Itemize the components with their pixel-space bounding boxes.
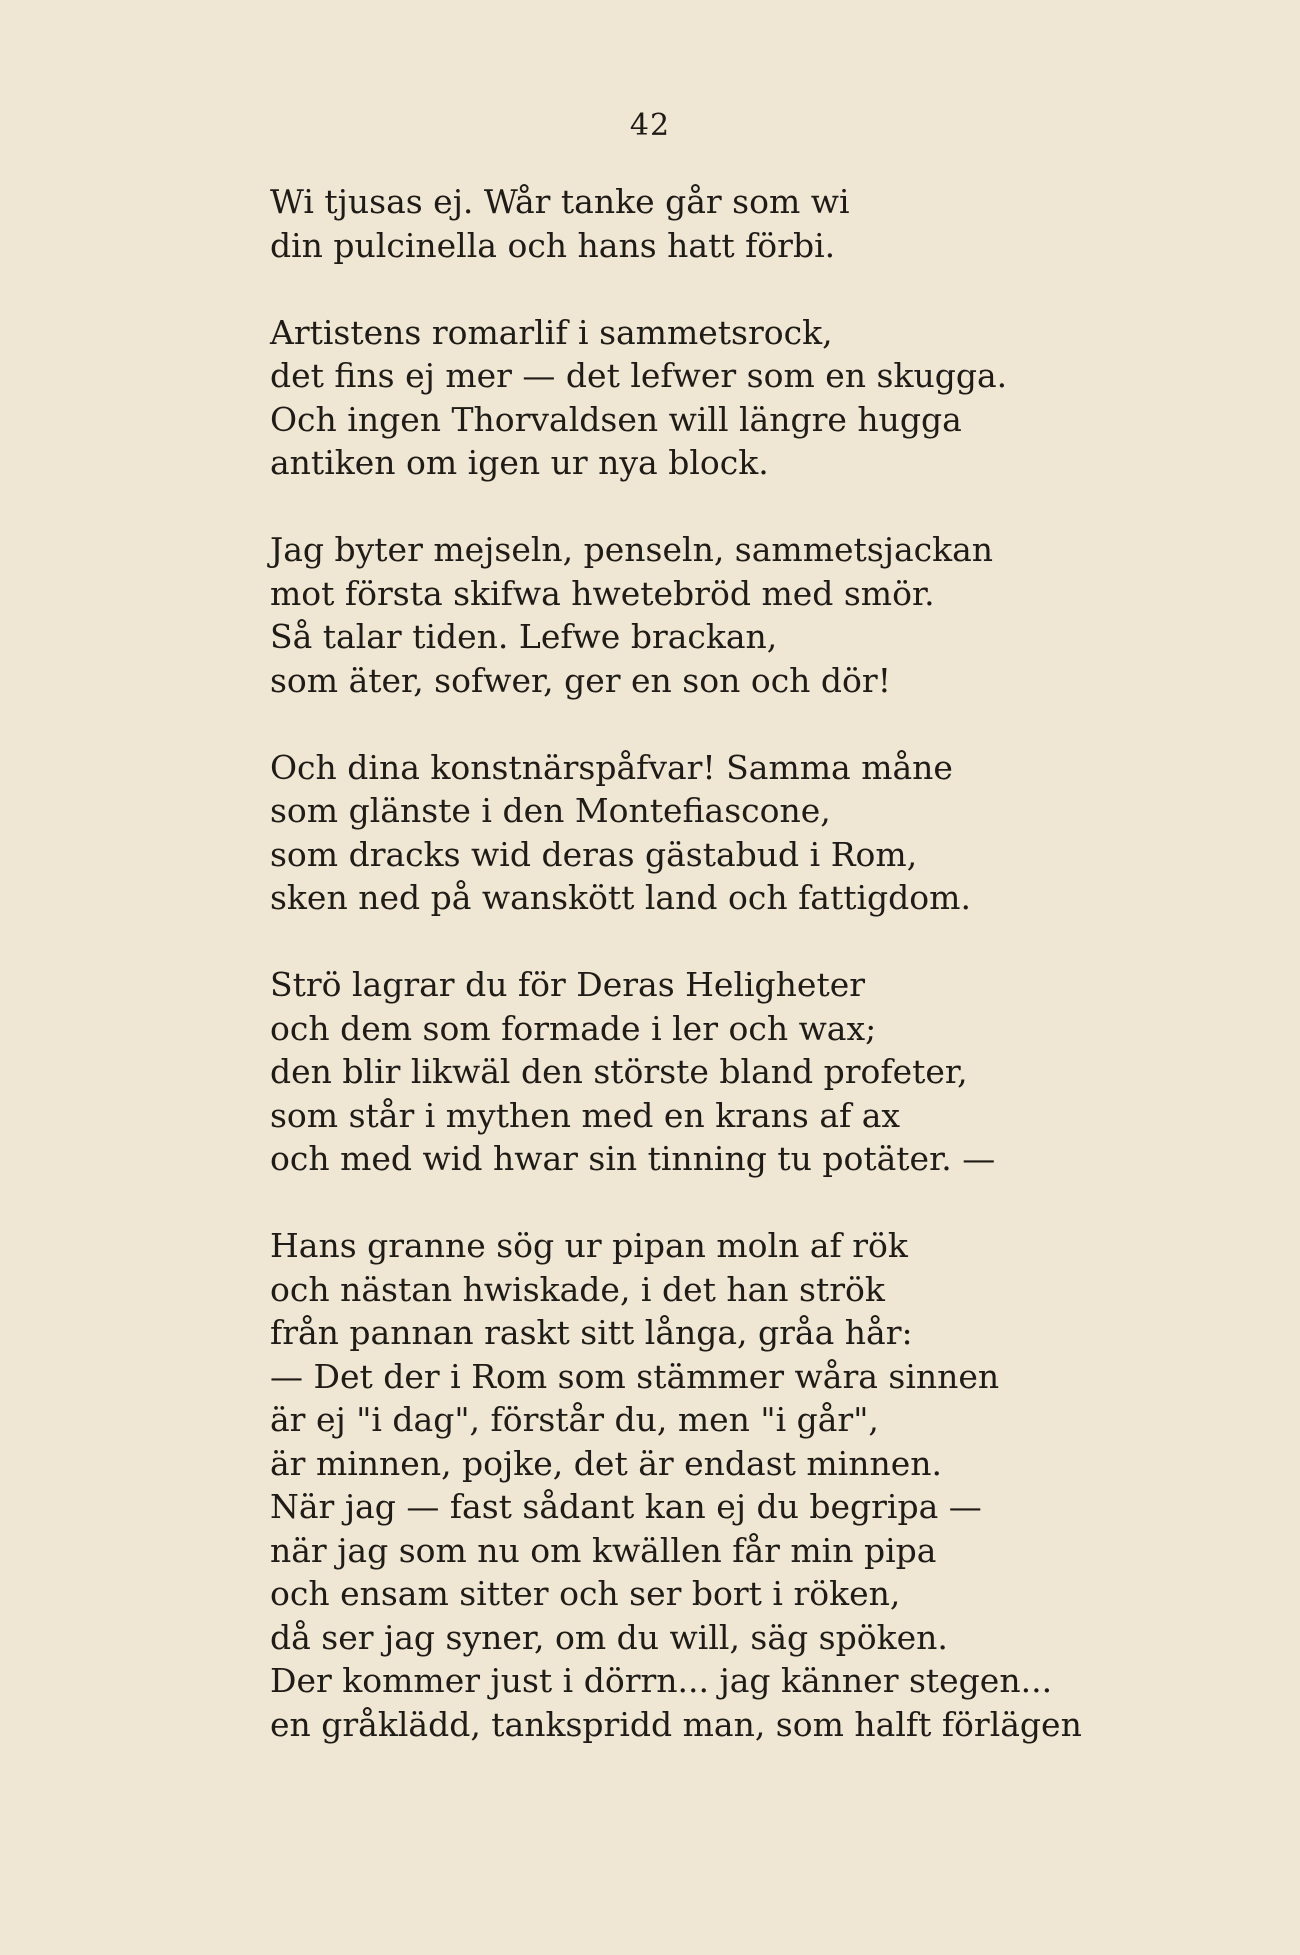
poem-line: — Det der i Rom som stämmer wåra sinnen <box>270 1356 1000 1396</box>
poem-line: din pulcinella och hans hatt förbi. <box>270 225 836 265</box>
poem-line: Och ingen Thorvaldsen will längre hugga <box>270 399 962 439</box>
poem-line: det fins ej mer — det lefwer som en skugga. <box>270 356 1008 395</box>
poem-line: från pannan raskt sitt långa, gråa hår: <box>270 1313 913 1352</box>
stanza <box>270 311 1200 485</box>
page-number: 42 <box>629 108 671 143</box>
poem-line: Hans granne sög ur pipan moln af rök <box>270 1226 908 1265</box>
poem-line: Och dina konstnärspåfvar! Samma måne <box>270 747 953 787</box>
poem-line: som dracks wid deras gästabud i Rom, <box>270 834 918 874</box>
poem-line: sken ned på wanskött land och fattigdom. <box>270 878 971 917</box>
poem-line: när jag som nu om kwällen får min pipa <box>270 1530 937 1570</box>
poem-line: Jag byter mejseln, penseln, sammetsjackan <box>270 530 994 569</box>
poem-line: en gråklädd, tankspridd man, som halft förlägen <box>270 1704 1082 1744</box>
poem-line: Så talar tiden. Lefwe brackan, <box>270 617 778 656</box>
poem-line: mot första skifwa hwetebröd med smör. <box>270 573 935 613</box>
poem-line: Artistens romarlif i sammetsrock, <box>270 312 833 352</box>
poem-line: som äter, sofwer, ger en son och dör! <box>270 660 891 700</box>
poem-line: den blir likwäl den störste bland profeter, <box>270 1052 968 1091</box>
poem-line: och nästan hwiskade, i det han strök <box>270 1269 885 1309</box>
stanza <box>270 528 1200 702</box>
stanza <box>270 963 1200 1181</box>
poem-line: och ensam sitter och ser bort i röken, <box>270 1574 901 1613</box>
poem-line: När jag — fast sådant kan ej du begripa — <box>270 1487 982 1526</box>
poem-text <box>270 180 1200 1746</box>
poem-line: och med wid hwar sin tinning tu potäter. — <box>270 1139 996 1178</box>
poem-line: Der kommer just i dörrn... jag känner stegen... <box>270 1661 1053 1700</box>
poem-line: Wi tjusas ej. Wår tanke går som wi <box>270 182 850 221</box>
stanza <box>270 746 1200 920</box>
poem-line: då ser jag syner, om du will, säg spöken. <box>270 1617 948 1657</box>
poem-line: är minnen, pojke, det är endast minnen. <box>270 1443 943 1483</box>
poem-line: är ej "i dag", förstår du, men "i går", <box>270 1400 879 1439</box>
poem-line: som glänste i den Montefiascone, <box>270 791 831 830</box>
stanza <box>270 1224 1200 1746</box>
poem-line: och dem som formade i ler och wax; <box>270 1008 877 1048</box>
poem-line: Strö lagrar du för Deras Heligheter <box>270 965 866 1004</box>
stanza <box>270 180 1200 267</box>
poem-line: antiken om igen ur nya block. <box>270 443 769 482</box>
poem-line: som står i mythen med en krans af ax <box>270 1095 900 1135</box>
